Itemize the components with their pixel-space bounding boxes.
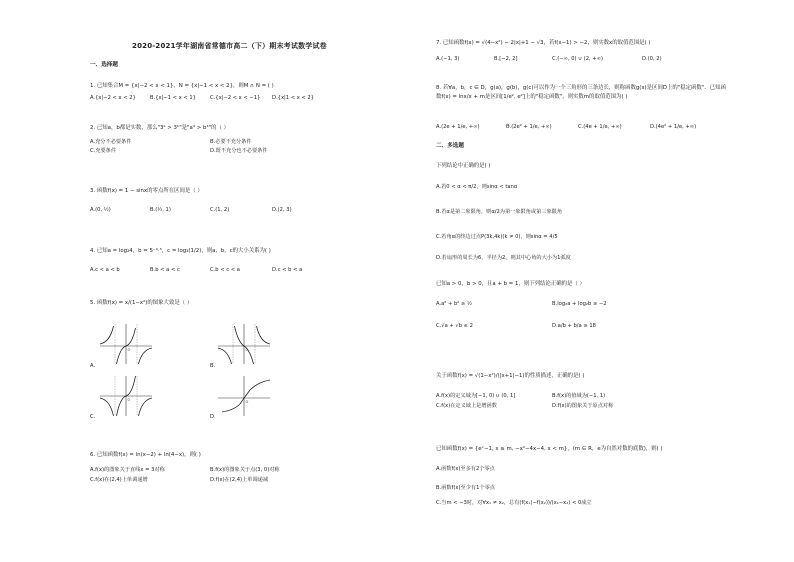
- page-title: 2020-2021学年湖南省常德市高二（下）期末考试数学试卷: [132, 42, 327, 50]
- graph-origin-label: O: [127, 348, 131, 352]
- question-3-option-c: C.(1, 2): [210, 207, 230, 213]
- question-12-option-c: C.当m < −3时，对∀x₁ ≠ x₂，总有(f(x₁)−f(x₂))/(x₁−x₂) < 0成立: [436, 500, 592, 506]
- question-8-option-a: A.(2e + 1/e, +∞): [436, 124, 480, 130]
- question-2-option-c: C.充要条件: [90, 148, 117, 154]
- question-9-option-d: D.若扇形的周长为6，半径为2，则其中心角的大小为1弧度: [436, 255, 571, 261]
- question-7-stem: 7. 已知函数f(x) = √(4−x²) − 2|x|+1 − √3，若f(x−1) > −2，则实数x的取值范围是( ): [436, 40, 651, 46]
- question-8-option-c: C.(4e + 1/e, +∞): [578, 124, 622, 130]
- section-heading-single-choice: 一、选择题: [90, 62, 118, 68]
- question-3-stem: 3. 函数f(x) = 1 − sinx的零点所在区间是（ ）: [90, 188, 203, 194]
- question-2-option-b: B.必要不充分条件: [210, 139, 252, 145]
- graph-d-plot: [216, 374, 272, 418]
- question-10-stem: 已知a > 0，b > 0，且a + b = 1，则下列结论正确的是（ ）: [436, 281, 585, 287]
- question-5-option-a: A.: [90, 363, 96, 369]
- question-9-stem: 下列结论中正确的是( ): [436, 163, 491, 169]
- graph-c-plot: [98, 374, 154, 418]
- question-9-option-c: C.若角α的终边过点P(3k,4k)(k ≠ 0)，则sinα = 4/5: [436, 234, 558, 240]
- question-10-option-c: C.√a + √b ≤ 2: [436, 323, 473, 329]
- question-2-option-a: A.充分不必要条件: [90, 139, 132, 145]
- question-6-option-b: B.f(x)的图象关于点(3, 0)对称: [210, 467, 280, 473]
- question-11-option-d: D.f(x)的图象关于原点对称: [552, 403, 614, 409]
- question-8-option-b: B.(2e² + 1/e, +∞): [506, 124, 552, 130]
- question-7-option-c: C.(−∞, 0) ∪ (2, +∞): [552, 56, 603, 62]
- question-11-option-c: C.f(x)在定义域上是增函数: [436, 403, 497, 409]
- question-12-option-a: A.函数f(x)至多有2个零点: [436, 466, 495, 472]
- section-heading-multi-choice: 二、多选题: [436, 143, 464, 149]
- question-12-option-b: B.函数f(x)至少有1个零点: [436, 485, 495, 491]
- question-5-stem: 5. 函数f(x) = x/(1−x²)的图象大致是（ ）: [90, 300, 193, 306]
- question-10-option-a: A.a² + b² ≥ ½: [436, 301, 473, 307]
- graph-option-d: [216, 374, 272, 418]
- question-1-option-d: D.{x|1 < x < 2}: [272, 95, 315, 101]
- question-4-option-b: B.b < a < c: [150, 267, 180, 273]
- question-11-stem: 关于函数f(x) = √(1−x²)/(|x+1|−1)的性质描述，正确的是( ): [436, 373, 585, 379]
- question-4-stem: 4. 已知a = log₂4，b = 5⁻⁰·⁵，c = log₃(1/2)，则a，b，c的大小关系为( ): [90, 248, 271, 254]
- question-11-option-a: A.f(x)的定义域为[−1, 0) ∪ (0, 1]: [436, 393, 516, 399]
- question-1-stem: 1. 已知集合M = {x|−2 < x < 1}，N = {x|−1 < x < 2}，则M ∩ N = ( ): [90, 83, 274, 89]
- graph-origin-label: O: [245, 400, 249, 404]
- question-3-option-d: D.(2, 3): [272, 207, 292, 213]
- question-6-option-c: C.f(x)在(2,4)上单调递增: [90, 477, 148, 483]
- question-5-option-b: B.: [210, 363, 216, 369]
- graph-a-plot: [98, 322, 154, 366]
- question-4-option-d: D.c < b < a: [272, 267, 303, 273]
- question-7-option-b: B.[−2, 2]: [494, 56, 518, 62]
- right-column: [432, 0, 732, 562]
- question-8-option-d: D.(4e² + 1/e, +∞): [650, 124, 697, 130]
- question-10-option-d: D.a/b + b/a ≥ 18: [552, 323, 596, 329]
- question-8-stem: 8. 若∀a，b，c ∈ D，g(a)，g(b)，g(c)可以作为一个三角形的三条边长，则称函数g(x)是区间D上的"稳定函数"．已知函数f(x) = lnx/x + m是区间[1/e², e²]上的"稳定函数"，则实数m的取值范围为( ): [436, 85, 726, 100]
- left-column: [84, 0, 404, 562]
- graph-b-plot: [216, 322, 272, 366]
- graph-option-c: [98, 374, 154, 418]
- question-1-option-b: B.{x|−1 < x < 1}: [150, 95, 196, 101]
- graph-option-b: [216, 322, 272, 366]
- question-7-option-d: D.(0, 2): [642, 56, 662, 62]
- question-10-option-b: B.log₂a + log₂b ≥ −2: [552, 301, 607, 307]
- question-1-option-a: A.{x|−2 < x < 2}: [90, 95, 136, 101]
- graph-origin-label: O: [245, 348, 249, 352]
- question-9-option-a: A.若0 < α < π/2，则sinα < tanα: [436, 184, 518, 190]
- question-2-stem: 2. 已知a，b都是实数，那么"3ᵃ > 3ᵇ"是"a³ > b³"的（ ）: [90, 125, 229, 131]
- question-9-option-b: B.若α是第二象限角，则α/2为第一象限角或第三象限角: [436, 209, 563, 215]
- question-5-option-c: C.: [90, 414, 96, 420]
- question-6-option-d: D.f(x)在(2,4)上单调递减: [210, 477, 269, 483]
- question-6-option-a: A.f(x)的图象关于直线x = 3对称: [90, 467, 165, 473]
- question-5-option-d: D.: [210, 414, 216, 420]
- graph-origin-label: O: [127, 398, 131, 402]
- question-11-option-b: B.f(x)的值域为(−1, 1): [552, 393, 606, 399]
- graph-option-a: [98, 322, 154, 366]
- question-2-option-d: D.既不充分也不必要条件: [210, 148, 268, 154]
- question-7-option-a: A.(−1, 3): [436, 56, 460, 62]
- question-1-option-c: C.{x|−2 < x < −1}: [210, 95, 261, 101]
- question-3-option-b: B.(½, 1): [150, 207, 171, 213]
- question-3-option-a: A.(0, ½): [90, 207, 111, 213]
- question-4-option-c: C.b < c < a: [210, 267, 240, 273]
- question-12-stem: 已知函数f(x) = {eˣ−1, x ≥ m, −x²−4x−4, x < m}，(m ∈ R，e为自然对数的底数)，则( ): [436, 446, 663, 452]
- question-6-stem: 6. 已知函数f(x) = ln(x−2) + ln(4−x)，则( ): [90, 452, 201, 458]
- question-4-option-a: A.c < a < b: [90, 267, 120, 273]
